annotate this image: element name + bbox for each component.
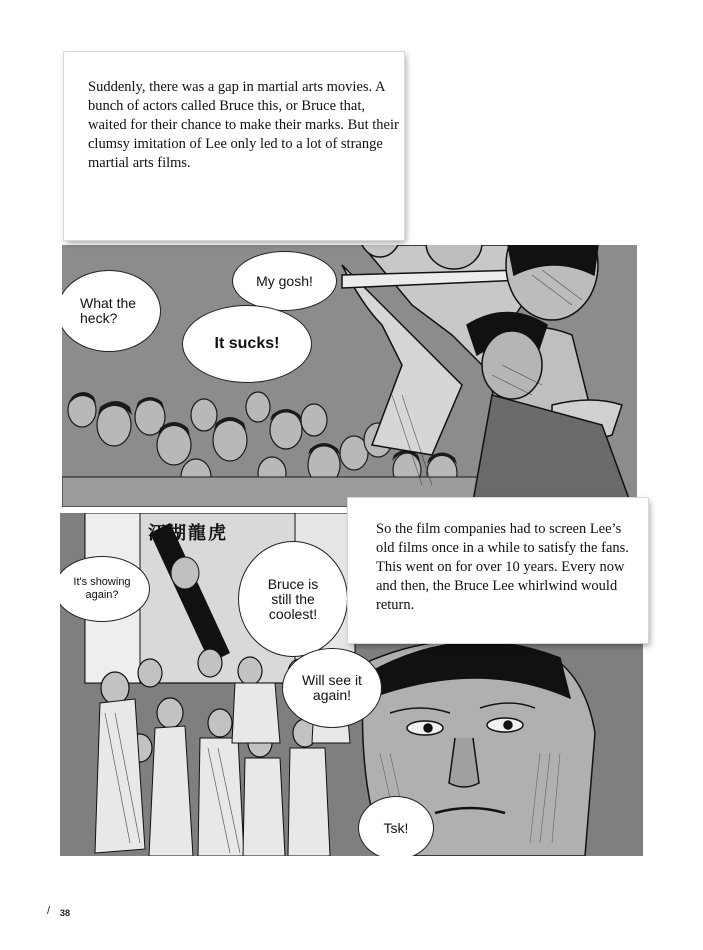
bubble-text: Will see it again! (302, 672, 362, 703)
speech-bubble-what-the-heck (62, 270, 161, 352)
caption-text: Suddenly, there was a gap in martial arts movies. A bunch of actors called Bruce this, or Bruce that, waited for their chance to make their marks. But their clumsy imitation of Lee only led to a lot of strange martial arts films. (88, 79, 399, 171)
bubble-text: It's showing again? (73, 576, 131, 601)
poster-title: 江湖龍虎 (148, 523, 228, 544)
narration-caption-bottom (348, 498, 648, 643)
panel-audience-imitators (62, 245, 637, 507)
bubble-text: My gosh! (256, 273, 313, 289)
caption-text: So the film companies had to screen Lee’s old films once in a while to satisfy the fans. This went on for over 10 years. Every now and then, the Bruce Lee whirlwind would return. (376, 521, 629, 613)
speech-bubble-my-gosh (232, 251, 337, 311)
speech-bubble-still-coolest (238, 541, 348, 657)
speech-bubble-it-sucks (182, 305, 312, 383)
speech-bubble-tsk (358, 796, 434, 856)
bubble-text: It sucks! (214, 335, 280, 352)
speech-bubble-see-again (282, 648, 382, 728)
narration-caption-top (64, 52, 404, 240)
bubble-text: What the heck? (80, 295, 137, 326)
folio-slash-icon: / (47, 905, 51, 917)
page-number: 38 (60, 908, 71, 918)
bubble-text: Tsk! (383, 820, 409, 836)
bubble-text: Bruce is still the coolest! (267, 575, 319, 622)
